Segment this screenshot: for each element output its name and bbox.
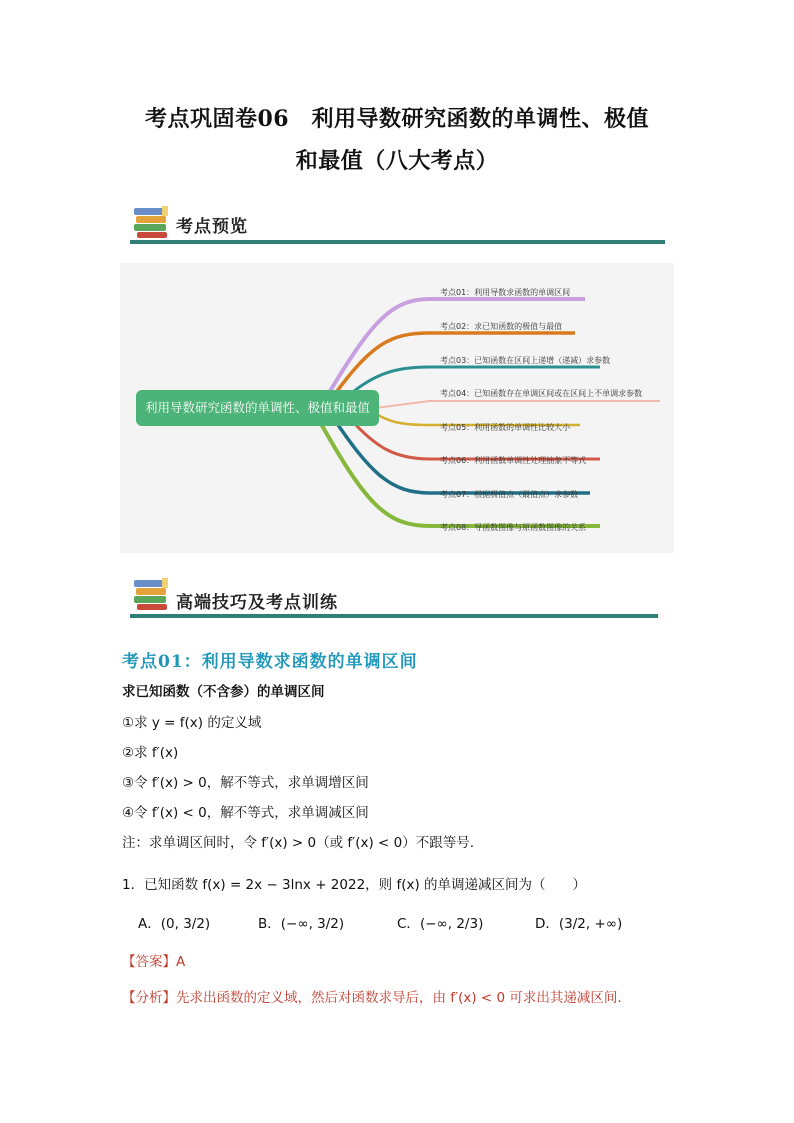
banner-preview <box>130 200 670 248</box>
option-a-letter: A． <box>138 916 161 932</box>
analysis-tag: 【分析】 <box>122 990 176 1006</box>
section-note: 注：求单调区间时，令 f′(x) > 0（或 f′(x) < 0）不跟等号. <box>122 835 475 851</box>
books-icon <box>132 576 172 612</box>
option-c-text: (−∞, 2/3) <box>419 916 484 932</box>
mindmap-branch-08: 考点08：导函数图像与原函数图像的关系 <box>440 523 587 532</box>
page-title-line1: 考点巩固卷06 利用导数研究函数的单调性、极值 <box>144 106 650 132</box>
step-1: ①求 y = f(x) 的定义域 <box>122 715 262 731</box>
step-2: ②求 f′(x) <box>122 745 179 761</box>
option-b <box>258 912 344 932</box>
answer-line <box>122 950 185 970</box>
option-a <box>138 912 210 932</box>
option-b-letter: B． <box>258 916 281 932</box>
banner-preview-label: 考点预览 <box>176 217 248 237</box>
question-stem: 1．已知函数 f(x) = 2x − 3lnx + 2022，则 f(x) 的单调递减区间为（ ） <box>122 877 587 893</box>
mindmap-branch-01: 考点01：利用导数求函数的单调区间 <box>440 288 571 297</box>
section-subheading: 求已知函数（不含参）的单调区间 <box>122 684 325 700</box>
mindmap-branch-04: 考点04：已知函数存在单调区间或在区间上不单调求参数 <box>440 389 643 398</box>
option-d-text: (3/2, +∞) <box>558 916 623 932</box>
answer-tag: 【答案】 <box>122 954 176 970</box>
option-c <box>397 912 483 932</box>
option-d-letter: D． <box>535 916 559 932</box>
analysis-line <box>122 986 622 1006</box>
option-d <box>535 912 622 932</box>
mindmap-branch-05: 考点05：利用函数的单调性比较大小 <box>440 423 571 432</box>
option-c-letter: C． <box>397 916 420 932</box>
answer-value: A <box>176 954 186 970</box>
analysis-text: 先求出函数的定义域，然后对函数求导后，由 f′(x) < 0 可求出其递减区间. <box>176 990 622 1006</box>
page-title-line2: 和最值（八大考点） <box>295 148 499 174</box>
option-b-text: (−∞, 3/2) <box>280 916 345 932</box>
mindmap-branch-07: 考点07：根据极值点（最值点）求参数 <box>440 490 579 499</box>
banner-rule <box>130 614 658 618</box>
option-a-text: (0, 3/2) <box>160 916 211 932</box>
mindmap-branch-06: 考点06：利用函数单调性处理抽象不等式 <box>440 456 587 465</box>
banner-rule <box>130 240 665 244</box>
mindmap-center-node: 利用导数研究函数的单调性、极值和最值 <box>136 390 379 426</box>
banner-training <box>130 572 670 622</box>
banner-training-label: 高端技巧及考点训练 <box>176 593 338 613</box>
mindmap-branch-02: 考点02：求已知函数的极值与最值 <box>440 322 563 331</box>
step-4: ④令 f′(x) < 0，解不等式，求单调减区间 <box>122 805 369 821</box>
books-icon <box>132 204 172 240</box>
mindmap-branch-03: 考点03：已知函数在区间上递增（递减）求参数 <box>440 356 611 365</box>
section-heading: 考点01：利用导数求函数的单调区间 <box>122 652 418 672</box>
step-3: ③令 f′(x) > 0，解不等式，求单调增区间 <box>122 775 369 791</box>
